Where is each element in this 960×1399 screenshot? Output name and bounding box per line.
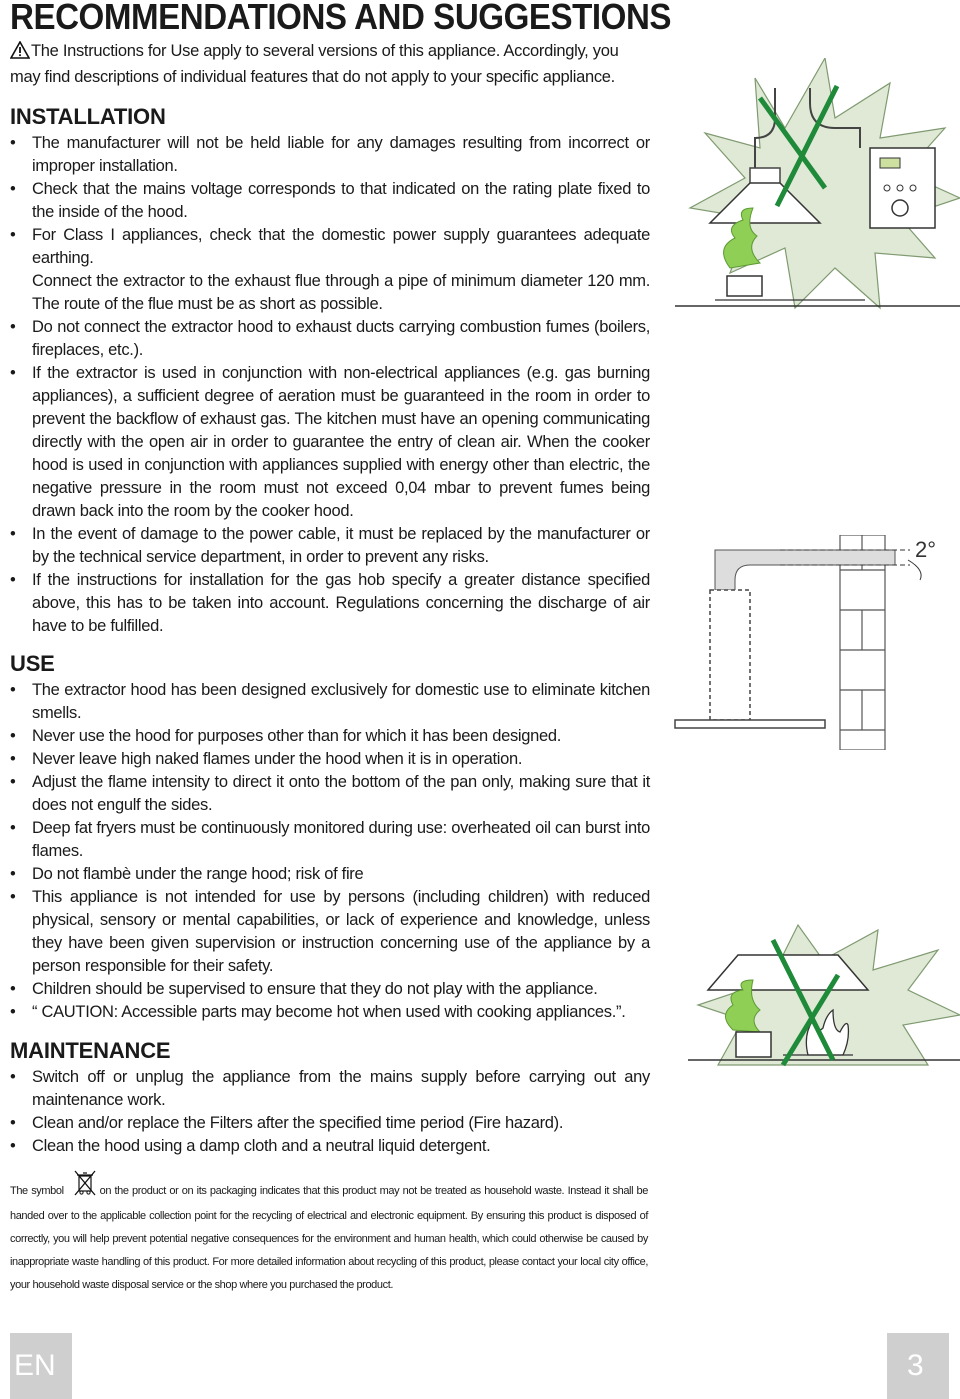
list-item: • Clean and/or replace the Filters after the specified time period (Fire hazard). — [10, 1112, 650, 1135]
disposal-note — [10, 1170, 648, 1297]
list-item: • In the event of damage to the power cable, it must be replaced by the manufacturer or by the technical service department, in order to prevent any risks. — [10, 523, 650, 569]
duct-slope-figure — [670, 535, 955, 750]
use-heading: USE — [10, 651, 55, 676]
angle-label: 2° — [915, 537, 937, 562]
list-item: • “ CAUTION: Accessible parts may become hot when used with cooking appliances.”. — [10, 1001, 650, 1024]
page-number: 3 — [907, 1349, 924, 1382]
list-item: • For Class I appliances, check that the domestic power supply guarantees adequate earthing. — [10, 224, 650, 270]
language-tab — [10, 1333, 72, 1399]
warning-triangle-icon — [10, 41, 30, 66]
page-number-tab — [887, 1333, 949, 1399]
disposal-text-after: on the product or on its packaging indicates that this product may not be treated as household waste. Instead it shall be handed over to the applicable collection point for the recycling of electrical and electronic equipment. By ensuring this product is disposed of correctly, you will help prevent potential negative consequences for the environment and human health, which could otherwise be caused by inappropriate waste handling of this product. For more detailed information about recycling of this product, please contact your local city office, your household waste disposal service or the shop where you purchased the product. — [10, 1185, 648, 1291]
list-item: • Do not flambè under the range hood; risk of fire — [10, 863, 650, 886]
intro-text: The Instructions for Use apply to several versions of this appliance. Accordingly, you may find descriptions of individual features that do not apply to your specific appliance. — [10, 42, 619, 86]
list-item: • Never use the hood for purposes other than for which it has been designed. — [10, 725, 650, 748]
list-item: • Children should be supervised to ensure that they do not play with the appliance. — [10, 978, 650, 1001]
list-item: • Check that the mains voltage corresponds to that indicated on the rating plate fixed to the inside of the hood. — [10, 178, 650, 224]
hood-boiler-prohibited-figure — [675, 58, 960, 313]
list-item: • Deep fat fryers must be continuously monitored during use: overheated oil can burst into flames. — [10, 817, 650, 863]
list-item: • Never leave high naked flames under the hood when it is in operation. — [10, 748, 650, 771]
page-title: RECOMMENDATIONS AND SUGGESTIONS — [10, 0, 672, 37]
maintenance-heading: MAINTENANCE — [10, 1038, 171, 1063]
list-item: • Switch off or unplug the appliance from the mains supply before carrying out any maintenance work. — [10, 1066, 650, 1112]
list-item: • If the instructions for installation for the gas hob specify a greater distance specified above, this has to be taken into account. Regulations concerning the discharge of air have to be fulfilled. — [10, 569, 650, 638]
list-item: • If the extractor is used in conjunction with non-electrical appliances (e.g. gas burning appliances), a sufficient degree of aeration must be guaranteed in the room in order to prevent the backflow of exhaust gas. The kitchen must have an opening communicating directly with the open air in order to guarantee the entry of clean air. When the cooker hood is used in conjunction with appliances supplied with energy other than electric, the negative pressure in the room must not exceed 0,04 mbar to prevent fumes being drawn back into the room by the cooker hood. — [10, 362, 650, 523]
list-item: Connect the extractor to the exhaust flue through a pipe of minimum diameter 120 mm. The route of the flue must be as short as possible. — [32, 272, 650, 313]
list-item: • Adjust the flame intensity to direct it onto the bottom of the pan only, making sure that it does not engulf the sides. — [10, 771, 650, 817]
flame-prohibited-figure — [688, 920, 960, 1070]
list-item: • The extractor hood has been designed exclusively for domestic use to eliminate kitchen smells. — [10, 679, 650, 725]
list-item: • Clean the hood using a damp cloth and a neutral liquid detergent. — [10, 1135, 650, 1158]
intro-block — [10, 40, 650, 89]
language-label: EN — [14, 1349, 56, 1382]
crossed-out-bin-icon — [74, 1170, 96, 1205]
installation-section — [10, 103, 650, 638]
list-item: • Do not connect the extractor hood to exhaust ducts carrying combustion fumes (boilers, fireplaces, etc.). — [10, 316, 650, 362]
installation-heading: INSTALLATION — [10, 104, 166, 129]
list-item: • This appliance is not intended for use by persons (including children) with reduced physical, sensory or mental capabilities, or lack of experience and knowledge, unless they have been given supervision or instruction concerning use of the appliance by a person responsible for their safety. — [10, 886, 650, 978]
list-item: • The manufacturer will not be held liable for any damages resulting from incorrect or improper installation. — [10, 132, 650, 178]
maintenance-section — [10, 1037, 650, 1158]
use-section — [10, 650, 650, 1024]
disposal-text-before: The symbol — [10, 1185, 64, 1197]
